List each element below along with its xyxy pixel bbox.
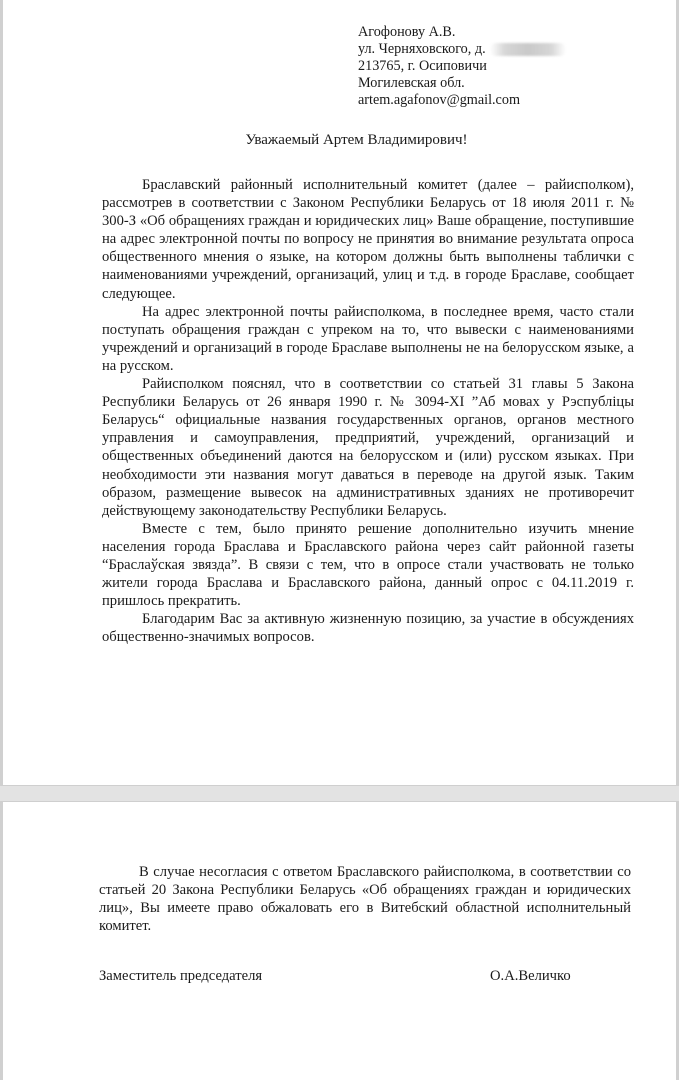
recipient-region: Могилевская обл.: [358, 75, 465, 91]
paragraph-law-explanation: Райисполком пояснял, что в соответствии со статьей 31 главы 5 Закона Республики Беларусь от 26 января 1990 г. № 3094-XI ”Аб мовах у Рэспубліцы Беларусь“ официальные названия государственных органов, органов местного управления и самоуправления, предприятий, учреждений, организаций и общественных объединений даются на белорусском и (или) русском языках. При необходимости эти названия могут даваться в переводе на другой язык. Таким образом, размещение вывесок на административных зданиях не противоречит действующему законодательству Республики Беларусь.: [102, 376, 634, 519]
paragraph-complaints: На адрес электронной почты райисполкома, в последнее время, часто стали поступать обращения граждан с упреком на то, что вывески с наименованиями учреждений и организаций в городе Браславе выполнены не на белорусском языке, а на русском.: [102, 303, 634, 374]
appeal-section: [99, 863, 631, 935]
letter-page-2: [0, 801, 679, 1080]
recipient-street-line: [358, 41, 566, 58]
recipient-address-block: [358, 24, 566, 109]
paragraph-survey: Вместе с тем, было принято решение дополнительно изучить мнение населения города Браслава и Браславского района через сайт районной газеты “Браслаўская звязда”. В связи с тем, что в опросе стали участвовать не только жители города Браслава и Браславского района, данный опрос с 04.11.2019 г. пришлось прекратить.: [102, 520, 634, 610]
recipient-city: 213765, г. Осиповичи: [358, 58, 487, 74]
paragraph-appeal-rights: В случае несогласия с ответом Браславского райисполкома, в соответствии со статьей 20 Закона Республики Беларусь «Об обращениях граждан и юридических лиц», Вы имеете право обжаловать его в Витебский областной исполнительный комитет.: [99, 864, 631, 935]
recipient-street: ул. Черняховского, д.: [358, 41, 486, 57]
letter-greeting: Уважаемый Артем Владимирович!: [245, 132, 468, 148]
signatory-title: Заместитель председателя: [99, 968, 263, 984]
paragraph-thanks: Благодарим Вас за активную жизненную позицию, за участие в обсуждениях общественно-значимых вопросов.: [102, 611, 634, 646]
recipient-name: Агофонову А.В.: [358, 24, 456, 40]
paragraph-intro: Браславский районный исполнительный комитет (далее – райисполком), рассмотрев в соответствии с Законом Республики Беларусь от 18 июля 2011 г. № 300-З «Об обращениях граждан и юридических лиц» Ваше обращение, поступившие на адрес электронной почты по вопросу не принятия во внимание результата опроса общественного мнения о языке, на котором должны быть выполнены таблички с наименованиями учреждений, организаций, улиц и т.д. в городе Браславе, сообщает следующее.: [102, 177, 634, 302]
redacted-house-number: [490, 43, 566, 56]
signatory-name: О.А.Величко: [490, 968, 571, 984]
letter-body: [102, 176, 634, 646]
recipient-email: artem.agafonov@gmail.com: [358, 92, 520, 108]
